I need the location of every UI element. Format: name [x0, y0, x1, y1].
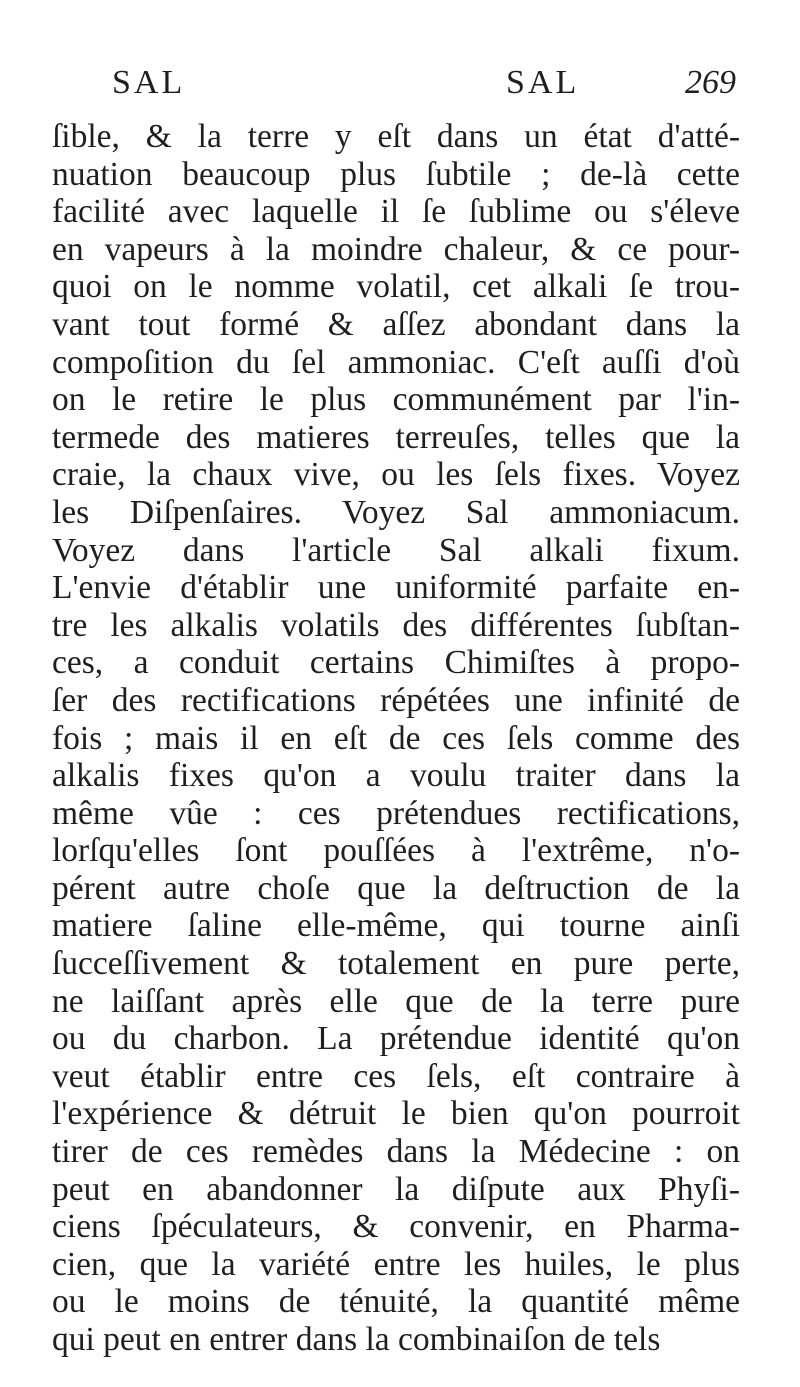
text-line: matiere ſaline elle-même, qui tourne ainſi — [52, 907, 740, 945]
header-left-word: SAL — [112, 64, 186, 101]
text-line: peut en abandonner la diſpute aux Phyſi- — [52, 1170, 740, 1208]
text-line: cien, que la variété entre les huiles, le plus — [52, 1245, 740, 1283]
text-line: on le retire le plus communément par l'in- — [52, 381, 740, 419]
text-line: les Diſpenſaires. Voyez Sal ammoniacum. — [52, 493, 740, 531]
text-line: alkalis fixes qu'on a voulu traiter dans la — [52, 757, 740, 795]
text-line: ne laiſſant après elle que de la terre pure — [52, 982, 740, 1020]
text-line: termede des matieres terreuſes, telles que la — [52, 418, 740, 456]
text-line: quoi on le nomme volatil, cet alkali ſe trou- — [52, 268, 740, 306]
text-line: ou du charbon. La prétendue identité qu'on — [52, 1020, 740, 1058]
text-line: facilité avec laquelle il ſe ſublime ou s'éleve — [52, 193, 740, 231]
text-line: l'expérience & détruit le bien qu'on pourroit — [52, 1095, 740, 1133]
text-line: pérent autre choſe que la deſtruction de la — [52, 869, 740, 907]
text-line: tre les alkalis volatils des différentes ſubſtan- — [52, 606, 740, 644]
text-line: L'envie d'établir une uniformité parfaite en- — [52, 569, 740, 607]
text-line: ou le moins de ténuité, la quantité même — [52, 1283, 740, 1321]
text-line: vant tout formé & aſſez abondant dans la — [52, 305, 740, 343]
text-line: craie, la chaux vive, ou les ſels fixes. Voyez — [52, 456, 740, 494]
text-line: en vapeurs à la moindre chaleur, & ce pour- — [52, 230, 740, 268]
text-line: nuation beaucoup plus ſubtile ; de-là cette — [52, 155, 740, 193]
text-line: ciens ſpéculateurs, & convenir, en Pharma- — [52, 1208, 740, 1246]
text-line: tirer de ces remèdes dans la Médecine : on — [52, 1133, 740, 1171]
page-number: 269 — [685, 64, 736, 101]
header-right-word: SAL — [506, 64, 580, 101]
text-line: lorſqu'elles ſont pouſſées à l'extrême, n'o- — [52, 832, 740, 870]
text-line: ſible, & la terre y eſt dans un état d'atté- — [52, 118, 740, 155]
text-line: compoſition du ſel ammoniac. C'eſt auſſi d'où — [52, 343, 740, 381]
text-line: ces, a conduit certains Chimiſtes à propo- — [52, 644, 740, 682]
text-line: ſer des rectifications répétées une infinité de — [52, 681, 740, 719]
text-line: fois ; mais il en eſt de ces ſels comme des — [52, 719, 740, 757]
text-line: qui peut en entrer dans la combinaiſon de tels — [52, 1321, 661, 1358]
text-line: Voyez dans l'article Sal alkali fixum. — [52, 531, 740, 569]
text-line: ſucceſſivement & totalement en pure perte, — [52, 945, 740, 983]
text-line: même vûe : ces prétendues rectifications, — [52, 794, 740, 832]
body-text — [52, 118, 740, 1359]
text-line: veut établir entre ces ſels, eſt contraire à — [52, 1057, 740, 1095]
running-head — [60, 64, 736, 108]
